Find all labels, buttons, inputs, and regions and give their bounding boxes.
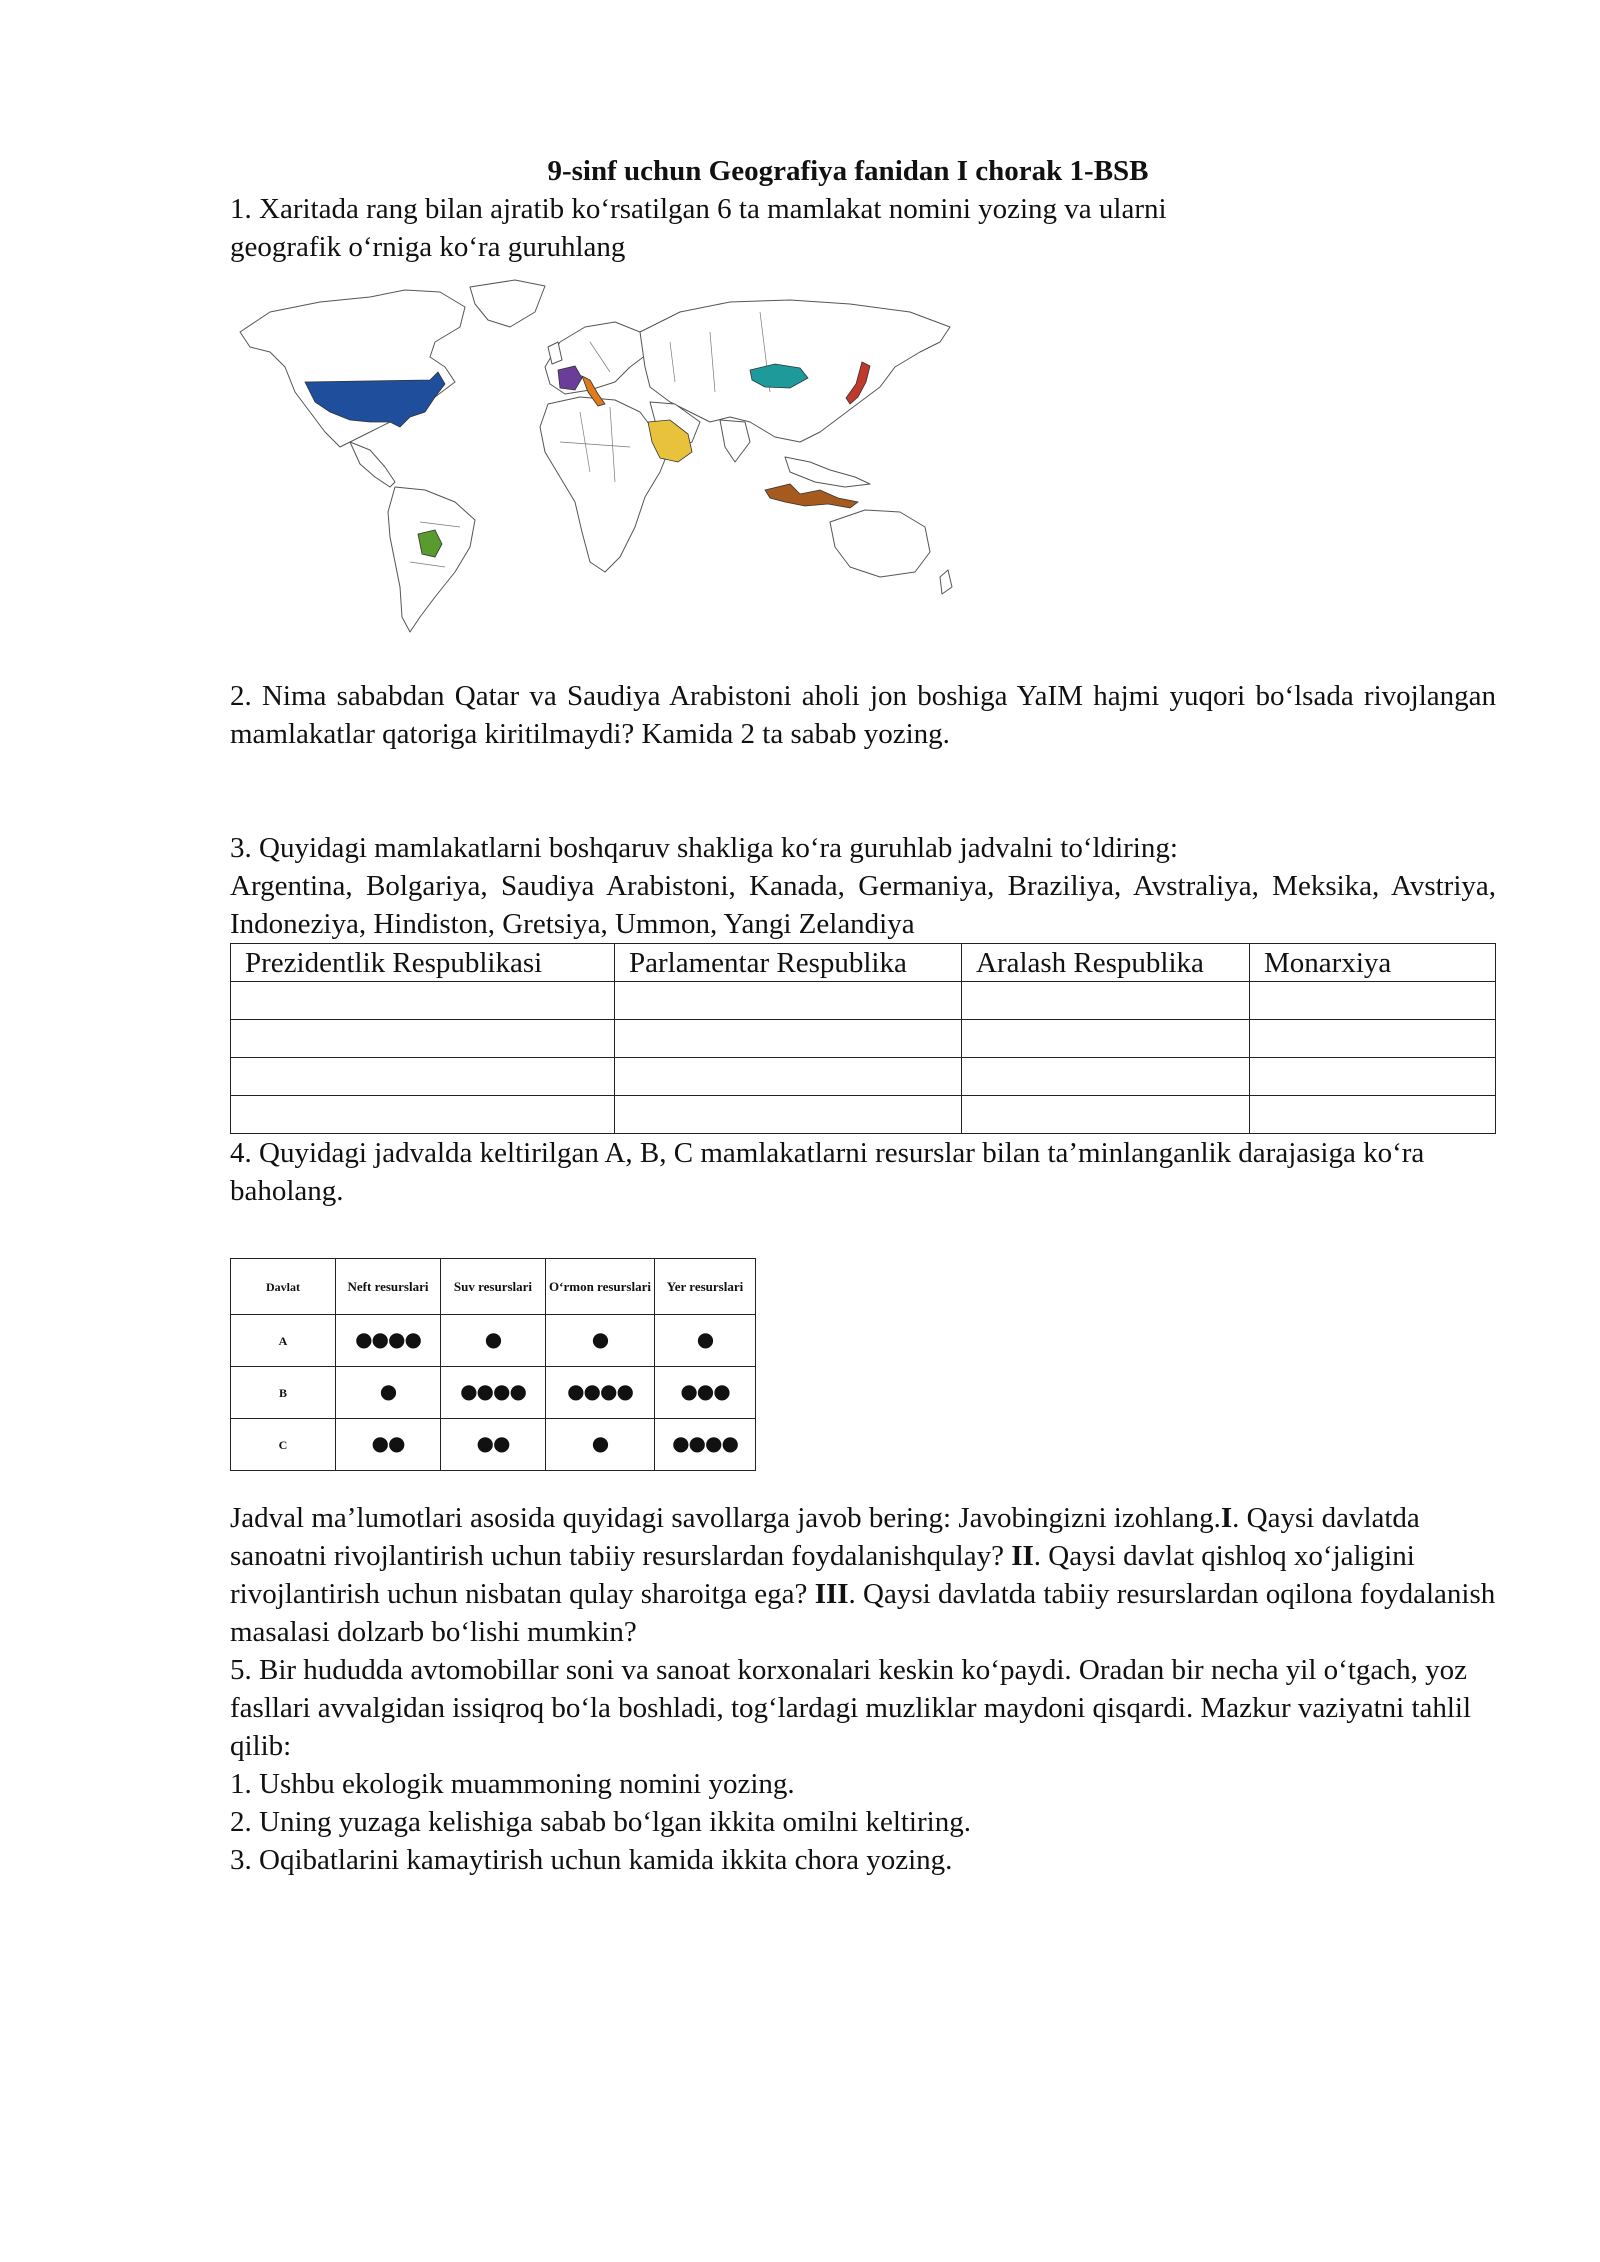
resource-level-cell — [655, 1367, 756, 1419]
greenland-landmass — [470, 280, 545, 327]
country-label: A — [231, 1315, 336, 1367]
header-oil: Neft resurslari — [336, 1259, 441, 1315]
table-row — [231, 1096, 1496, 1134]
resource-dots: ● — [591, 1431, 609, 1455]
followup-question-3: . Qaysi davlatda tabiiy resurslardan oqilona foydalanish masalasi dolzarb bo‘lishi mumkin? — [230, 1578, 1496, 1648]
north-america-landmass — [240, 290, 465, 447]
question-5-intro: 5. Bir hududda avtomobillar soni va sanoat korxonalari keskin ko‘paydi. Oradan bir necha yil o‘tgach, yoz fasllari avvalgidan issiqroq bo‘la boshladi, tog‘lardagi muzliklar maydoni qisqardi. Mazkur vaziyatni tahlil qilib: — [230, 1654, 1472, 1762]
header-mixed: Aralash Respublika — [962, 944, 1250, 982]
resource-level-cell — [441, 1419, 546, 1471]
table-row — [231, 1058, 1496, 1096]
india-landmass — [720, 420, 750, 462]
resource-level-cell — [441, 1367, 546, 1419]
resource-level-cell — [336, 1315, 441, 1367]
answer-cell[interactable] — [1250, 1020, 1496, 1058]
resource-level-cell — [655, 1315, 756, 1367]
page-title: 9-sinf uchun Geografiya fanidan I chorak 1-BSB — [547, 155, 1149, 187]
answer-cell[interactable] — [962, 1096, 1250, 1134]
resource-dots: ●●● — [680, 1379, 730, 1403]
answer-cell[interactable] — [615, 1020, 962, 1058]
header-presidential: Prezidentlik Respublikasi — [231, 944, 615, 982]
answer-cell[interactable] — [615, 982, 962, 1020]
resource-table-wrapper — [230, 1258, 1496, 1471]
question-3-line-1: 3. Quyidagi mamlakatlarni boshqaruv shakliga ko‘ra guruhlab jadvalni to‘ldiring: — [230, 832, 1178, 864]
resource-dots: ●●●● — [567, 1379, 633, 1403]
resource-level-cell — [655, 1419, 756, 1471]
table-header-row — [231, 944, 1496, 982]
question-2: 2. Nima sababdan Qatar va Saudiya Arabistoni aholi jon boshiga YaIM hajmi yuqori bo‘lsada rivojlangan mamlakatlar qatoriga kiritilmaydi? Kamida 2 ta sabab yozing. — [230, 680, 1496, 750]
followup-marker-3: III — [814, 1578, 849, 1610]
resource-level-cell — [546, 1419, 655, 1471]
answer-cell[interactable] — [231, 982, 615, 1020]
worksheet-content — [230, 152, 1496, 1879]
question-1-line-1: 1. Xaritada rang bilan ajratib ko‘rsatilgan 6 ta mamlakat nomini yozing va ularni — [230, 193, 1167, 225]
australia-landmass — [830, 510, 930, 577]
answer-cell[interactable] — [962, 1058, 1250, 1096]
header-parliamentary: Parlamentar Respublika — [615, 944, 962, 982]
resource-level-cell — [441, 1315, 546, 1367]
new-zealand-landmass — [940, 570, 952, 594]
central-america-landmass — [350, 442, 395, 487]
country-label: B — [231, 1367, 336, 1419]
resource-row-b — [231, 1367, 756, 1419]
followup-marker-1: I — [1220, 1502, 1233, 1534]
world-map — [230, 272, 965, 637]
sea-islands-landmass — [785, 457, 870, 487]
question-5-item-2: 2. Uning yuzaga kelishiga sabab bo‘lgan ikkita omilni keltiring. — [230, 1806, 971, 1838]
resource-header-row — [231, 1259, 756, 1315]
question-3-countries: Argentina, Bolgariya, Saudiya Arabistoni, Kanada, Germaniya, Braziliya, Avstraliya, Meksika, Avstriya, Indoneziya, Hindiston, Gretsiya, Ummon, Yangi Zelandiya — [230, 870, 1496, 940]
resource-dots: ●●●● — [672, 1431, 738, 1455]
answer-cell[interactable] — [231, 1096, 615, 1134]
followup-question-1: . Qaysi davlatda sanoatni rivojlantirish uchun tabiiy resurslardan foydalanishqulay? — [230, 1502, 1420, 1572]
resource-dots: ● — [484, 1327, 502, 1351]
resource-table — [230, 1258, 756, 1471]
answer-cell[interactable] — [615, 1096, 962, 1134]
south-america-landmass — [388, 487, 475, 632]
table-row — [231, 982, 1496, 1020]
header-country: Davlat — [231, 1259, 336, 1315]
question-5-item-3: 3. Oqibatlarini kamaytirish uchun kamida ikkita chora yozing. — [230, 1844, 953, 1876]
resource-dots: ●●●● — [460, 1379, 526, 1403]
question-4: 4. Quyidagi jadvalda keltirilgan A, B, C mamlakatlarni resurslar bilan ta’minlanganlik darajasiga ko‘ra baholang. — [230, 1137, 1425, 1207]
resource-level-cell — [336, 1367, 441, 1419]
header-monarchy: Monarxiya — [1250, 944, 1496, 982]
country-label: C — [231, 1419, 336, 1471]
header-forest: O‘rmon resurslari — [546, 1259, 655, 1315]
resource-row-c — [231, 1419, 756, 1471]
answer-cell[interactable] — [962, 982, 1250, 1020]
question-4-followup — [230, 1499, 1496, 1651]
resource-level-cell — [546, 1367, 655, 1419]
resource-dots: ● — [696, 1327, 714, 1351]
resource-dots: ● — [591, 1327, 609, 1351]
resource-dots: ●●●● — [355, 1327, 421, 1351]
followup-marker-2: II — [1011, 1540, 1034, 1572]
answer-cell[interactable] — [962, 1020, 1250, 1058]
answer-cell[interactable] — [231, 1020, 615, 1058]
resource-table-body — [231, 1315, 756, 1471]
resource-dots: ●● — [371, 1431, 405, 1455]
question-1-line-2: geografik o‘rniga ko‘ra guruhlang — [230, 231, 626, 263]
resource-dots: ●● — [476, 1431, 510, 1455]
resource-dots: ● — [379, 1379, 397, 1403]
table-row — [231, 1020, 1496, 1058]
government-form-table — [230, 943, 1496, 1134]
header-water: Suv resurslari — [441, 1259, 546, 1315]
resource-row-a — [231, 1315, 756, 1367]
followup-question-2: . Qaysi davlat qishloq xo‘jaligini rivojlantirish uchun nisbatan qulay sharoitga ega? — [230, 1540, 1415, 1610]
answer-cell[interactable] — [1250, 1096, 1496, 1134]
indonesia-highlight — [765, 484, 858, 508]
question-5-item-1: 1. Ushbu ekologik muammoning nomini yozing. — [230, 1768, 795, 1800]
followup-lead: Jadval ma’lumotlari asosida quyidagi savollarga javob bering: Javobingizni izohlang. — [230, 1502, 1221, 1534]
header-land: Yer resurslari — [655, 1259, 756, 1315]
answer-cell[interactable] — [1250, 982, 1496, 1020]
answer-cell[interactable] — [1250, 1058, 1496, 1096]
resource-level-cell — [546, 1315, 655, 1367]
answer-cell[interactable] — [231, 1058, 615, 1096]
resource-level-cell — [336, 1419, 441, 1471]
answer-cell[interactable] — [615, 1058, 962, 1096]
